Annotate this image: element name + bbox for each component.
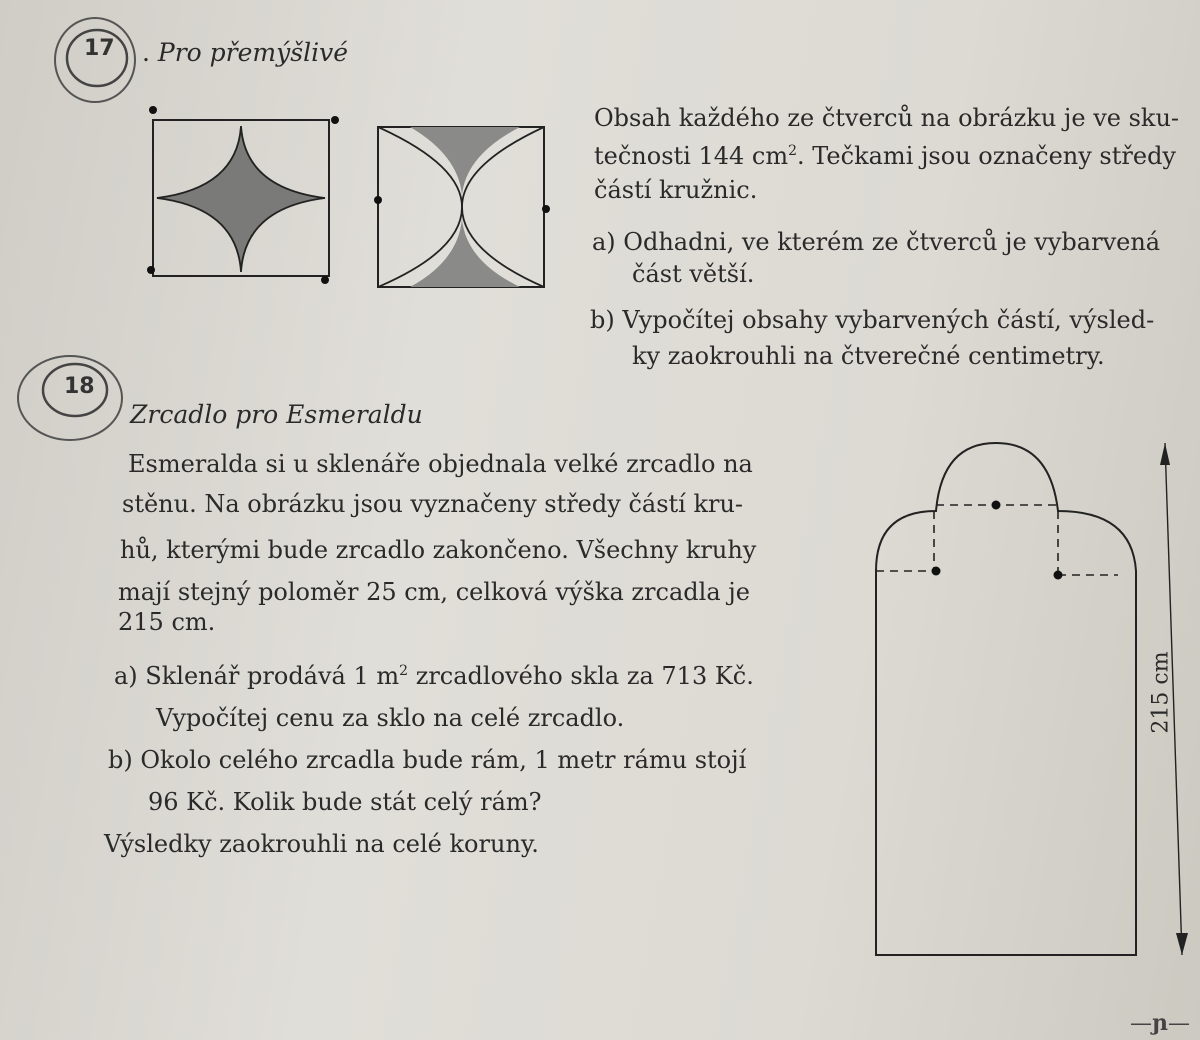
problem-18-item-a-line-1: a) Sklenář prodává 1 $m^2$ zrcadlového skla za 713 Kč. bbox=[114, 662, 754, 690]
problem-17-title: . Pro přemýšlivé bbox=[142, 38, 348, 67]
problem-18-item-b-line-2: 96 Kč. Kolik bude stát celý rám? bbox=[148, 788, 542, 816]
problem-17-item-b-line-2: ky zaokrouhli na čtverečné centimetry. bbox=[632, 342, 1105, 370]
problem-17-number: 17 bbox=[84, 36, 115, 61]
figure-square-star bbox=[145, 108, 345, 288]
problem-18-title: Zrcadlo pro Esmeraldu bbox=[130, 400, 423, 429]
problem-17-text-line-3: částí kružnic. bbox=[594, 176, 758, 204]
problem-18-line-2: stěnu. Na obrázku jsou vyznačeny středy částí kru- bbox=[122, 490, 744, 518]
figure-square-halves bbox=[370, 115, 555, 295]
problem-18-item-b-line-1: b) Okolo celého zrcadla bude rám, 1 metr rámu stojí bbox=[108, 746, 747, 774]
problem-17-item-a-line-1: a) Odhadni, ve kterém ze čtverců je vybarvená bbox=[592, 228, 1161, 256]
problem-18-line-3: hů, kterými bude zrcadlo zakončeno. Všechny kruhy bbox=[120, 536, 757, 564]
problem-18-line-5: 215 cm. bbox=[118, 608, 216, 636]
problem-18-line-1: Esmeralda si u sklenáře objednala velké zrcadlo na bbox=[128, 450, 753, 478]
problem-18-line-4: mají stejný poloměr 25 cm, celková výška zrcadla je bbox=[118, 578, 750, 606]
problem-18-conclusion: Výsledky zaokrouhli na celé koruny. bbox=[104, 830, 539, 858]
page-corner-mark: —ɲ— bbox=[1130, 1010, 1190, 1036]
problem-18-number: 18 bbox=[64, 374, 95, 399]
problem-18-item-a-line-2: Vypočítej cenu za sklo na celé zrcadlo. bbox=[156, 704, 625, 732]
problem-17-text-line-1: Obsah každého ze čtverců na obrázku je ve sku- bbox=[594, 104, 1180, 132]
problem-17-text-line-2: tečnosti 144 $cm^2$. Tečkami jsou označeny středy bbox=[594, 142, 1176, 170]
dimension-label: 215 cm bbox=[1148, 651, 1174, 734]
problem-17-item-b-line-1: b) Vypočítej obsahy vybarvených částí, výsled- bbox=[590, 306, 1155, 334]
problem-17-item-a-line-2: část větší. bbox=[632, 260, 755, 288]
